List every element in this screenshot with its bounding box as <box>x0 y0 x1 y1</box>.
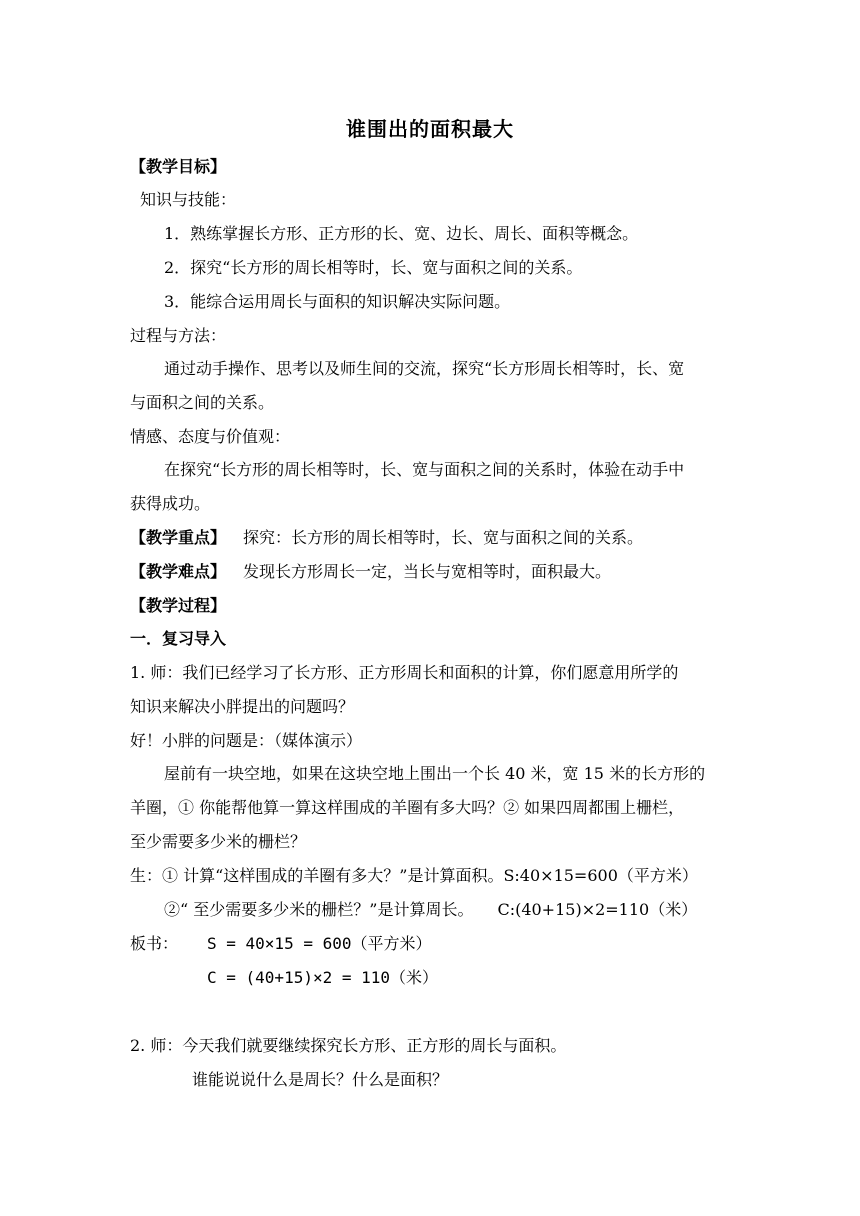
student-answer-line-1: 生：① 计算“这样围成的羊圈有多大？”是计算面积。S:40×15=600（平方米） <box>130 866 698 885</box>
problem-line-1: 屋前有一块空地，如果在这块空地上围出一个长 40 米，宽 15 米的长方形的 <box>164 764 706 783</box>
process-method-text-1: 通过动手操作、思考以及师生间的交流，探究“长方形周长相等时，长、宽 <box>164 359 685 378</box>
knowledge-skills-heading: 知识与技能： <box>140 190 237 209</box>
problem-line-2: 羊圈，① 你能帮他算一算这样围成的羊圈有多大吗？② 如果四周都围上栅栏， <box>130 798 685 817</box>
knowledge-item-1: 1．熟练掌握长方形、正方形的长、宽、边长、周长、面积等概念。 <box>164 224 639 243</box>
teaching-process-heading: 【教学过程】 <box>130 596 227 615</box>
emotion-text-1: 在探究“长方形的周长相等时，长、宽与面积之间的关系时，体验在动手中 <box>164 460 685 479</box>
difficulty-label: 【教学难点】 <box>130 562 227 581</box>
item-2-line-1: 2. 师：今天我们就要继续探究长方形、正方形的周长与面积。 <box>130 1036 567 1055</box>
emotion-text-2: 获得成功。 <box>130 494 211 513</box>
board-formula-perimeter: C = (40+15)×2 = 110（米） <box>207 968 439 987</box>
board-label: 板书： <box>130 934 179 953</box>
process-method-text-2: 与面积之间的关系。 <box>130 393 275 412</box>
problem-line-3: 至少需要多少米的栅栏？ <box>130 832 307 851</box>
section-1-heading: 一．复习导入 <box>130 629 227 648</box>
item-1-line-2: 知识来解决小胖提出的问题吗？ <box>130 697 355 716</box>
item-1-line-1: 1. 师：我们已经学习了长方形、正方形周长和面积的计算，你们愿意用所学的 <box>130 663 679 682</box>
knowledge-item-3: 3．能综合运用周长与面积的知识解决实际问题。 <box>164 292 511 311</box>
key-point-label: 【教学重点】 <box>130 528 227 547</box>
item-2-line-2: 谁能说说什么是周长？什么是面积？ <box>192 1070 449 1089</box>
emotion-heading: 情感、态度与价值观： <box>130 427 291 446</box>
item-1-line-3: 好！小胖的问题是：（媒体演示） <box>130 731 363 750</box>
knowledge-item-2: 2．探究“长方形的周长相等时，长、宽与面积之间的关系。 <box>164 258 583 277</box>
difficulty-text: 发现长方形周长一定，当长与宽相等时，面积最大。 <box>243 562 612 581</box>
process-method-heading: 过程与方法： <box>130 326 227 345</box>
board-formula-area: S = 40×15 = 600（平方米） <box>207 934 432 953</box>
page-title: 谁围出的面积最大 <box>346 117 514 141</box>
teaching-goals-heading: 【教学目标】 <box>130 157 227 176</box>
student-answer-line-2: ②“ 至少需要多少米的栅栏？”是计算周长。 C:(40+15)×2=110（米） <box>164 900 698 919</box>
key-point-text: 探究：长方形的周长相等时，长、宽与面积之间的关系。 <box>243 528 644 547</box>
